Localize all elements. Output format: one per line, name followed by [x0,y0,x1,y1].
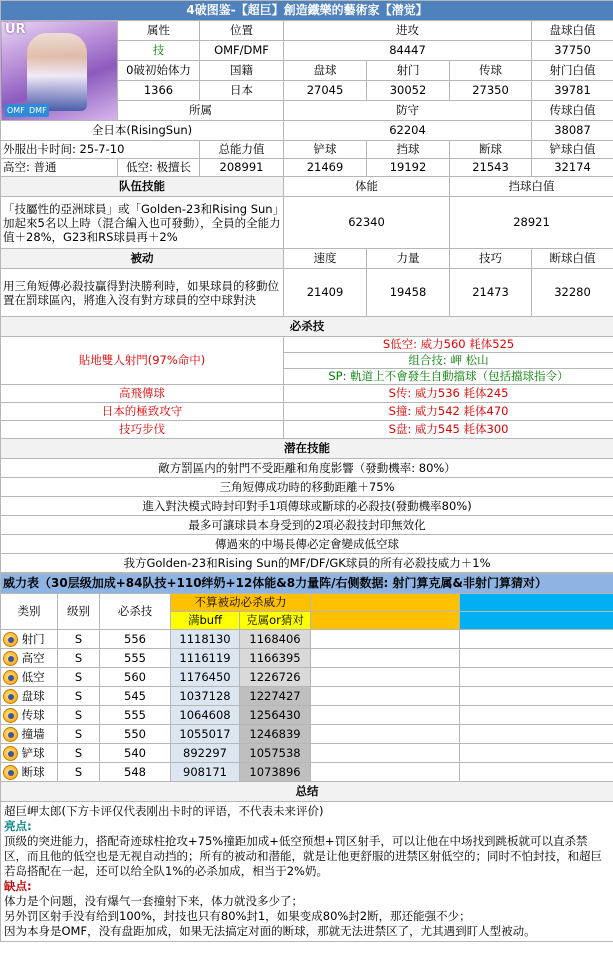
release-date: 外服出卡时间: 25-7-10 [1,141,200,159]
value-stamina: 62340 [284,197,450,249]
table-row [1,687,613,706]
value-position: OMF/DMF [200,41,284,61]
skill-3-name: 日本的極致攻守 [1,403,284,421]
row-counter: 1168406 [240,630,311,649]
team-skill-header: 队伍技能 [1,177,284,197]
pass-icon [3,708,18,723]
row-level: S [58,706,100,725]
low-ball-icon [3,670,18,685]
row-full-buff: 1055017 [171,725,240,744]
row-empty [311,687,460,706]
high-ball-rating: 高空: 普通 [1,159,118,177]
row-empty [460,763,613,782]
player-figure [27,33,87,111]
label-steal: 断球 [450,141,532,159]
table-row [1,744,613,763]
low-ball-rating: 低空: 极擅长 [118,159,200,177]
label-dribble-white: 盘球白值 [532,21,613,41]
cons-label: 缺点: [4,879,32,893]
summary-header: 总结 [1,782,613,802]
header-level: 级别 [58,594,100,630]
label-shot: 射门 [367,61,450,81]
label-stamina: 体能 [284,177,450,197]
label-steal-white: 断球白值 [532,249,613,269]
table-row [1,649,613,668]
row-full-buff: 1037128 [171,687,240,706]
table-row [1,725,613,744]
label-speed: 速度 [284,249,367,269]
latent-item: 最多可讓球員本身受到的2項必殺技封印無效化 [1,516,613,535]
value-team: 全日本(RisingSun) [1,121,284,141]
row-empty [460,725,613,744]
passive-text: 用三角短傳必殺技贏得對決勝利時，如果球員的移動位置在罰球區內，將進入沒有對方球員的空中球對決 [1,269,284,317]
value-nation: 日本 [200,81,284,101]
value-initial-stamina: 1366 [118,81,200,101]
skill-2-stat: S传: 威力536 耗体245 [284,385,613,403]
row-level: S [58,687,100,706]
cons-text-3: 因为本身是OMF，没有盘距加成，如果无法搞定对面的断球，那就无法进禁区了，尤其遇到盯人型被动。 [4,924,536,938]
rarity-badge: UR [5,22,26,37]
row-skill: 548 [100,763,171,782]
label-dribble: 盘球 [284,61,367,81]
label-tackle-white: 铲球白值 [532,141,613,159]
row-full-buff: 1116119 [171,649,240,668]
pros-text: 顶级的突进能力，搭配奇迹球柱抢攻+75%撞距加成+低空预想+罚区射手，可以让他在中场找到跳板就可以直杀禁区，而且他的低空也是无视自动挡的；所有的被动和潜能，就是让他更舒服的进禁区射低空的；同时不怕封技，和超巨若岛搭配在一起，还可以给全队1%的必杀加成，相当于2%奶。 [4,834,602,878]
row-skill: 555 [100,649,171,668]
row-skill: 540 [100,744,171,763]
row-empty [311,706,460,725]
skill-1-sp: SP: 軌道上不會發生自動擋球（包括擋球指令） [284,369,613,385]
value-block-white: 28921 [450,197,613,249]
row-empty [311,763,460,782]
row-empty [311,630,460,649]
header-spacer-orange-2 [311,612,460,630]
row-empty [460,668,613,687]
value-power: 19458 [367,269,450,317]
cons-text-1: 体力是个问题，没有爆气一套撞射下来，体力就没多少了； [4,894,303,908]
row-counter: 1057538 [240,744,311,763]
label-tackle: 铲球 [284,141,367,159]
header-counter: 克属or猜对 [240,612,311,630]
skill-4-name: 技巧步伐 [1,421,284,439]
row-skill: 545 [100,687,171,706]
row-level: S [58,725,100,744]
label-total: 总能力值 [200,141,284,159]
skill-1-stat: S低空: 威力560 耗体525 [284,337,613,353]
row-skill: 556 [100,630,171,649]
value-steal: 21543 [450,159,532,177]
row-empty [460,630,613,649]
value-dribble-white: 37750 [532,41,613,61]
page-title: 4破图鉴-【超巨】創造鐵樂的藝術家【潜觉】 [1,1,613,21]
label-initial-stamina: 0破初始体力 [118,61,200,81]
skill-4-stat: S盘: 威力545 耗体300 [284,421,613,439]
value-defense: 62204 [284,121,532,141]
row-full-buff: 1064608 [171,706,240,725]
summary-body [1,802,613,942]
row-counter: 1226726 [240,668,311,687]
latent-item: 進入對決模式時封印對手1項傳球或斷球的必殺技(發動機率80%) [1,497,613,516]
tackle-icon [3,746,18,761]
label-pass-white: 传球白值 [532,101,613,121]
value-shot: 30052 [367,81,450,101]
row-empty [311,649,460,668]
label-nation: 国籍 [200,61,284,81]
label-attribute: 属性 [118,21,200,41]
row-counter: 1166395 [240,649,311,668]
row-skill: 560 [100,668,171,687]
skill-1-name: 貼地雙人射門(97%命中) [1,337,284,385]
steal-icon [3,765,18,780]
label-position: 位置 [200,21,284,41]
row-empty [311,744,460,763]
value-attribute: 技 [118,41,200,61]
row-counter: 1073896 [240,763,311,782]
power-table-title: 威力表（30层级加成+84队技+110绊奶+12体能&8力量阵/右侧数据: 射门算克属&非射门算猜对） [1,574,613,594]
row-type: 低空 [21,669,45,684]
label-shot-white: 射门白值 [532,61,613,81]
header-no-passive: 不算被动必杀威力 [171,594,311,612]
row-level: S [58,668,100,687]
table-row [1,763,613,782]
label-block-white: 挡球白值 [450,177,613,197]
label-power: 力量 [367,249,450,269]
row-level: S [58,630,100,649]
table-row [1,668,613,687]
value-attack: 84447 [284,41,532,61]
skill-3-stat: S撞: 威力542 耗体470 [284,403,613,421]
high-ball-icon [3,651,18,666]
row-empty [311,725,460,744]
value-total: 208991 [200,159,284,177]
row-type: 铲球 [21,745,45,760]
position-tag-dmf: DMF [29,106,47,115]
row-empty [460,706,613,725]
label-skill: 技巧 [450,249,532,269]
row-skill: 555 [100,706,171,725]
row-type: 高空 [21,650,45,665]
row-empty [460,649,613,668]
row-full-buff: 892297 [171,744,240,763]
value-shot-white: 39781 [532,81,613,101]
dribble-icon [3,689,18,704]
row-counter: 1227427 [240,687,311,706]
skill-2-name: 高飛傳球 [1,385,284,403]
label-team: 所属 [118,101,284,121]
header-full-buff: 满buff [171,612,240,630]
power-table [0,573,613,942]
latent-item: 傳過來的中場長傳必定會變成低空球 [1,535,613,554]
label-attack: 进攻 [284,21,532,41]
summary-author: 超巨岬太郎(下方卡评仅代表刚出卡时的评语，不代表未来评价) [4,804,324,818]
row-type: 撞墙 [21,726,45,741]
wall-pass-icon [3,727,18,742]
row-type: 断球 [21,764,45,779]
value-speed: 21409 [284,269,367,317]
value-steal-white: 32280 [532,269,613,317]
latent-item: 三角短傳成功時的移動距離＋75% [1,478,613,497]
row-type: 射门 [21,631,45,646]
label-block: 挡球 [367,141,450,159]
passive-header: 被动 [1,249,284,269]
position-tag-omf: OMF [7,106,25,115]
shot-icon [3,632,18,647]
row-full-buff: 908171 [171,763,240,782]
header-type: 类别 [1,594,58,630]
table-row [1,706,613,725]
pros-label: 亮点: [4,819,32,833]
header-spacer-orange [311,594,460,612]
latent-item: 我方Golden-23和Rising Sun的MF/DF/GK球員的所有必殺技威力＋1% [1,554,613,573]
row-counter: 1246839 [240,725,311,744]
value-skill: 21473 [450,269,532,317]
value-tackle-white: 32174 [532,159,613,177]
value-pass-white: 38087 [532,121,613,141]
header-skill: 必杀技 [100,594,171,630]
skill-1-combo: 组合技: 岬 松山 [284,353,613,369]
header-spacer-cyan [460,594,613,612]
row-empty [460,687,613,706]
row-level: S [58,744,100,763]
label-defense: 防守 [284,101,532,121]
row-level: S [58,763,100,782]
label-pass: 传球 [450,61,532,81]
team-skill-text: 「技屬性的亞洲球員」或「Golden-23和Rising Sun」加起來5名以上時（混合編入也可發動），全員的全能力值＋28%，G23和RS球員再＋2% [1,197,284,249]
value-pass: 27350 [450,81,532,101]
row-type: 传球 [21,707,45,722]
row-skill: 550 [100,725,171,744]
value-tackle: 21469 [284,159,367,177]
row-full-buff: 1118130 [171,630,240,649]
value-dribble: 27045 [284,81,367,101]
row-level: S [58,649,100,668]
row-type: 盘球 [21,688,45,703]
row-full-buff: 1176450 [171,668,240,687]
card-avatar [1,21,118,121]
row-empty [460,744,613,763]
value-block: 19192 [367,159,450,177]
latent-skill-header: 潜在技能 [1,439,613,459]
row-counter: 1256430 [240,706,311,725]
row-empty [311,668,460,687]
table-row [1,630,613,649]
special-skill-header: 必杀技 [1,317,613,337]
latent-item: 敵方罰區内的射門不受距離和角度影響（發動機率: 80%） [1,459,613,478]
cons-text-2: 另外罚区射手没有给到100%，封技也只有80%封1，如果变成80%封2断，那还能强不少； [4,909,471,923]
header-spacer-cyan-2 [460,612,613,630]
